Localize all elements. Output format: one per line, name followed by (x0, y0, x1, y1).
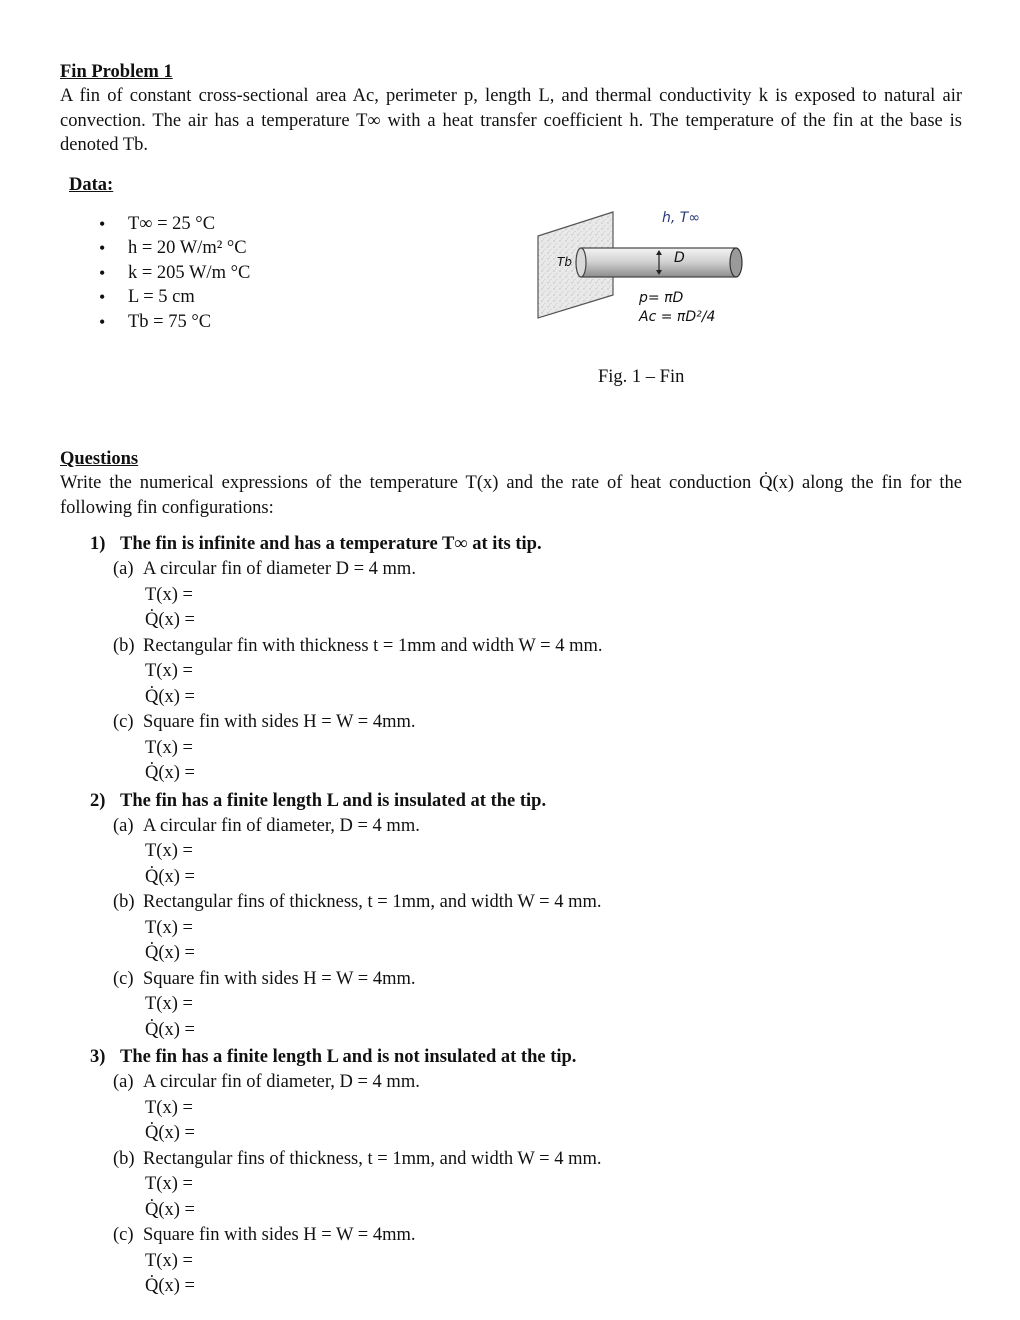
answer-heat-rate: Q̇(x) = (145, 1276, 195, 1297)
answer-temperature: T(x) = (145, 1174, 193, 1195)
intro-paragraph: A fin of constant cross-sectional area Ac, perimeter p, length L, and thermal conductivity k is exposed to natural air convection. The air has a temperature T∞ with a heat transfer coefficient h. The temperature of the fin at the base is denoted Tb. (60, 86, 962, 155)
data-heading: Data: (69, 174, 114, 195)
fig-label-perimeter: p= πD (639, 290, 684, 306)
figure-caption: Fig. 1 – Fin (598, 367, 685, 387)
question-number: 2) (90, 790, 106, 811)
question-number: 3) (90, 1047, 106, 1068)
subquestion-2b: (b) Rectangular fins of thickness, t = 1mm, and width W = 4 mm. (113, 892, 602, 913)
subquestion-3c: (c) Square fin with sides H = W = 4mm. (113, 1225, 416, 1246)
answer-temperature: T(x) = (145, 917, 193, 938)
data-item-tb: • Tb = 75 °C (60, 310, 962, 335)
subquestion-3b: (b) Rectangular fins of thickness, t = 1mm, and width W = 4 mm. (113, 1148, 602, 1169)
subquestion-2c: (c) Square fin with sides H = W = 4mm. (113, 968, 416, 989)
answer-temperature: T(x) = (145, 994, 193, 1015)
data-item-tinf: • T∞ = 25 °C (60, 212, 962, 237)
questions-heading: Questions (60, 449, 139, 470)
answer-heat-rate: Q̇(x) = (145, 763, 195, 784)
data-item-k: • k = 205 W/m °C (60, 261, 962, 286)
subquestion-1c: (c) Square fin with sides H = W = 4mm. (113, 712, 416, 733)
answer-heat-rate: Q̇(x) = (145, 943, 195, 964)
question-number: 1) (90, 534, 106, 555)
fig-label-area: Ac = πD²/4 (639, 309, 716, 325)
question-2 (90, 789, 962, 814)
data-item-h: • h = 20 W/m² °C (60, 236, 962, 261)
answer-temperature: T(x) = (145, 661, 193, 682)
answer-temperature: T(x) = (145, 1097, 193, 1118)
subquestion-3a: (a) A circular fin of diameter, D = 4 mm. (113, 1072, 420, 1093)
subquestion-2a: (a) A circular fin of diameter, D = 4 mm. (113, 815, 420, 836)
answer-heat-rate: Q̇(x) = (145, 686, 195, 707)
question-text: The fin has a finite length L and is not insulated at the tip. (120, 1047, 577, 1068)
page-title: Fin Problem 1 (60, 62, 173, 82)
answer-temperature: T(x) = (145, 737, 193, 758)
answer-heat-rate: Q̇(x) = (145, 1199, 195, 1220)
answer-heat-rate: Q̇(x) = (145, 1019, 195, 1040)
answer-temperature: T(x) = (145, 841, 193, 862)
document-page (60, 60, 962, 1300)
question-3 (90, 1045, 962, 1070)
answer-temperature: T(x) = (145, 1250, 193, 1271)
answer-heat-rate: Q̇(x) = (145, 866, 195, 887)
question-1 (90, 532, 962, 557)
subquestion-1a: (a) A circular fin of diameter D = 4 mm. (113, 559, 416, 580)
data-item-l: • L = 5 cm (60, 285, 962, 310)
fig-label-d: D (674, 250, 685, 266)
subquestion-1b: (b) Rectangular fin with thickness t = 1mm and width W = 4 mm. (113, 635, 603, 656)
data-list (60, 212, 962, 335)
questions-intro: Write the numerical expressions of the temperature T(x) and the rate of heat conduction Q̇(x) along the fin for the following fin configurations: (60, 473, 962, 518)
answer-temperature: T(x) = (145, 584, 193, 605)
question-text: The fin is infinite and has a temperature T∞ at its tip. (120, 534, 542, 555)
fig-label-tb: Tb (557, 255, 572, 269)
answer-heat-rate: Q̇(x) = (145, 1123, 195, 1144)
fig-label-h-tinf: h, T∞ (662, 210, 700, 226)
fin-rod-base-end (576, 248, 586, 277)
fin-rod-tip (730, 248, 742, 277)
answer-heat-rate: Q̇(x) = (145, 610, 195, 631)
question-text: The fin has a finite length L and is insulated at the tip. (120, 790, 547, 811)
